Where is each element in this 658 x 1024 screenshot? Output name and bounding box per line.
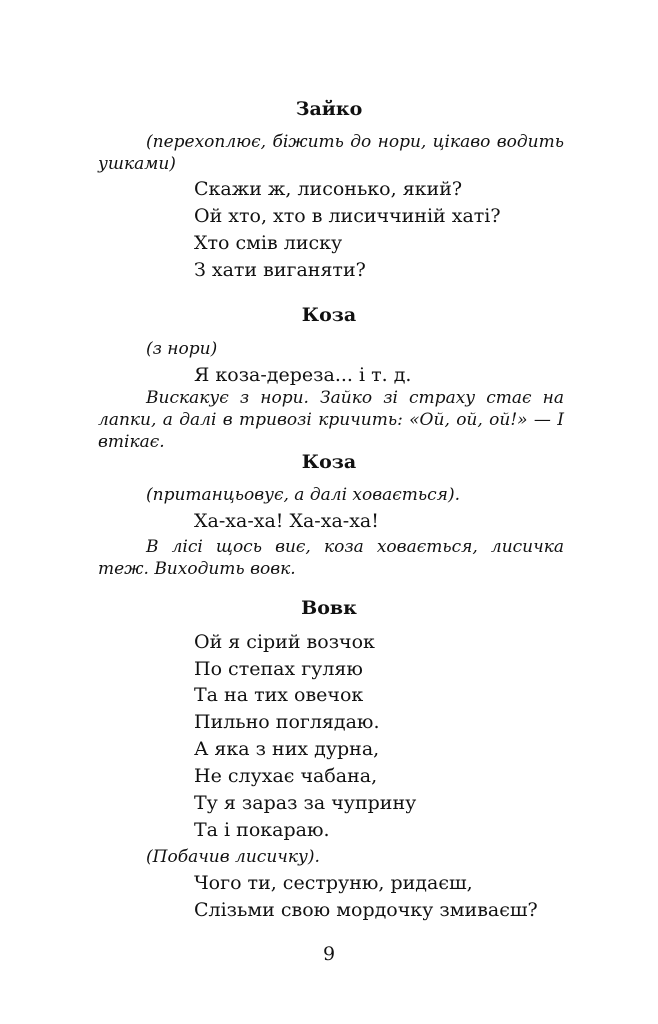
verse-line: Скажи ж, лисонько, який? — [194, 178, 463, 200]
verse-line: Ой хто, хто в лисиччиній хаті? — [194, 205, 501, 227]
stage-direction: (Побачив лисичку). — [146, 847, 320, 867]
verse-line: Ой я сірий возчок — [194, 631, 375, 653]
verse-line: А яка з них дурна, — [194, 738, 380, 760]
stage-narration: Вискакує з нори. Зайко зі страху стає на лапки, а далі в тривозі кричить: «Ой, ой, ой!» — І втікає. — [98, 388, 564, 452]
verse-line: По степах гуляю — [194, 658, 363, 680]
verse-line: Хто смів лиску — [194, 232, 343, 254]
speaker-koza: Коза — [301, 451, 357, 473]
verse-line: З хати виганяти? — [194, 259, 366, 281]
verse-line: Слізьми свою мордочку змиваєш? — [194, 899, 538, 921]
verse-line: Ту я зараз за чуприну — [194, 792, 417, 814]
speaker-vovk: Вовк — [301, 597, 357, 619]
verse-line: Не слухає чабана, — [194, 765, 378, 787]
stage-direction: (з нори) — [146, 339, 218, 359]
stage-direction: (пританцьовує, а далі ховається). — [146, 485, 460, 505]
page-number: 9 — [322, 943, 336, 965]
stage-narration: В лісі щось виє, коза ховається, лисичка теж. Виходить вовк. — [98, 537, 564, 579]
verse-line: Я коза-дереза... і т. д. — [194, 364, 412, 386]
verse-line: Та і покараю. — [194, 819, 330, 841]
speaker-koza: Коза — [301, 304, 357, 326]
verse-line: Пильно поглядаю. — [194, 711, 380, 733]
verse-line: Та на тих овечок — [194, 684, 364, 706]
verse-line: Чого ти, сеструню, ридаєш, — [194, 872, 473, 894]
verse-line: Ха-ха-ха! Ха-ха-ха! — [194, 510, 379, 532]
speaker-zaiko: Зайко — [295, 98, 363, 120]
stage-direction: (перехоплює, біжить до нори, цікаво водить ушками) — [98, 132, 564, 174]
